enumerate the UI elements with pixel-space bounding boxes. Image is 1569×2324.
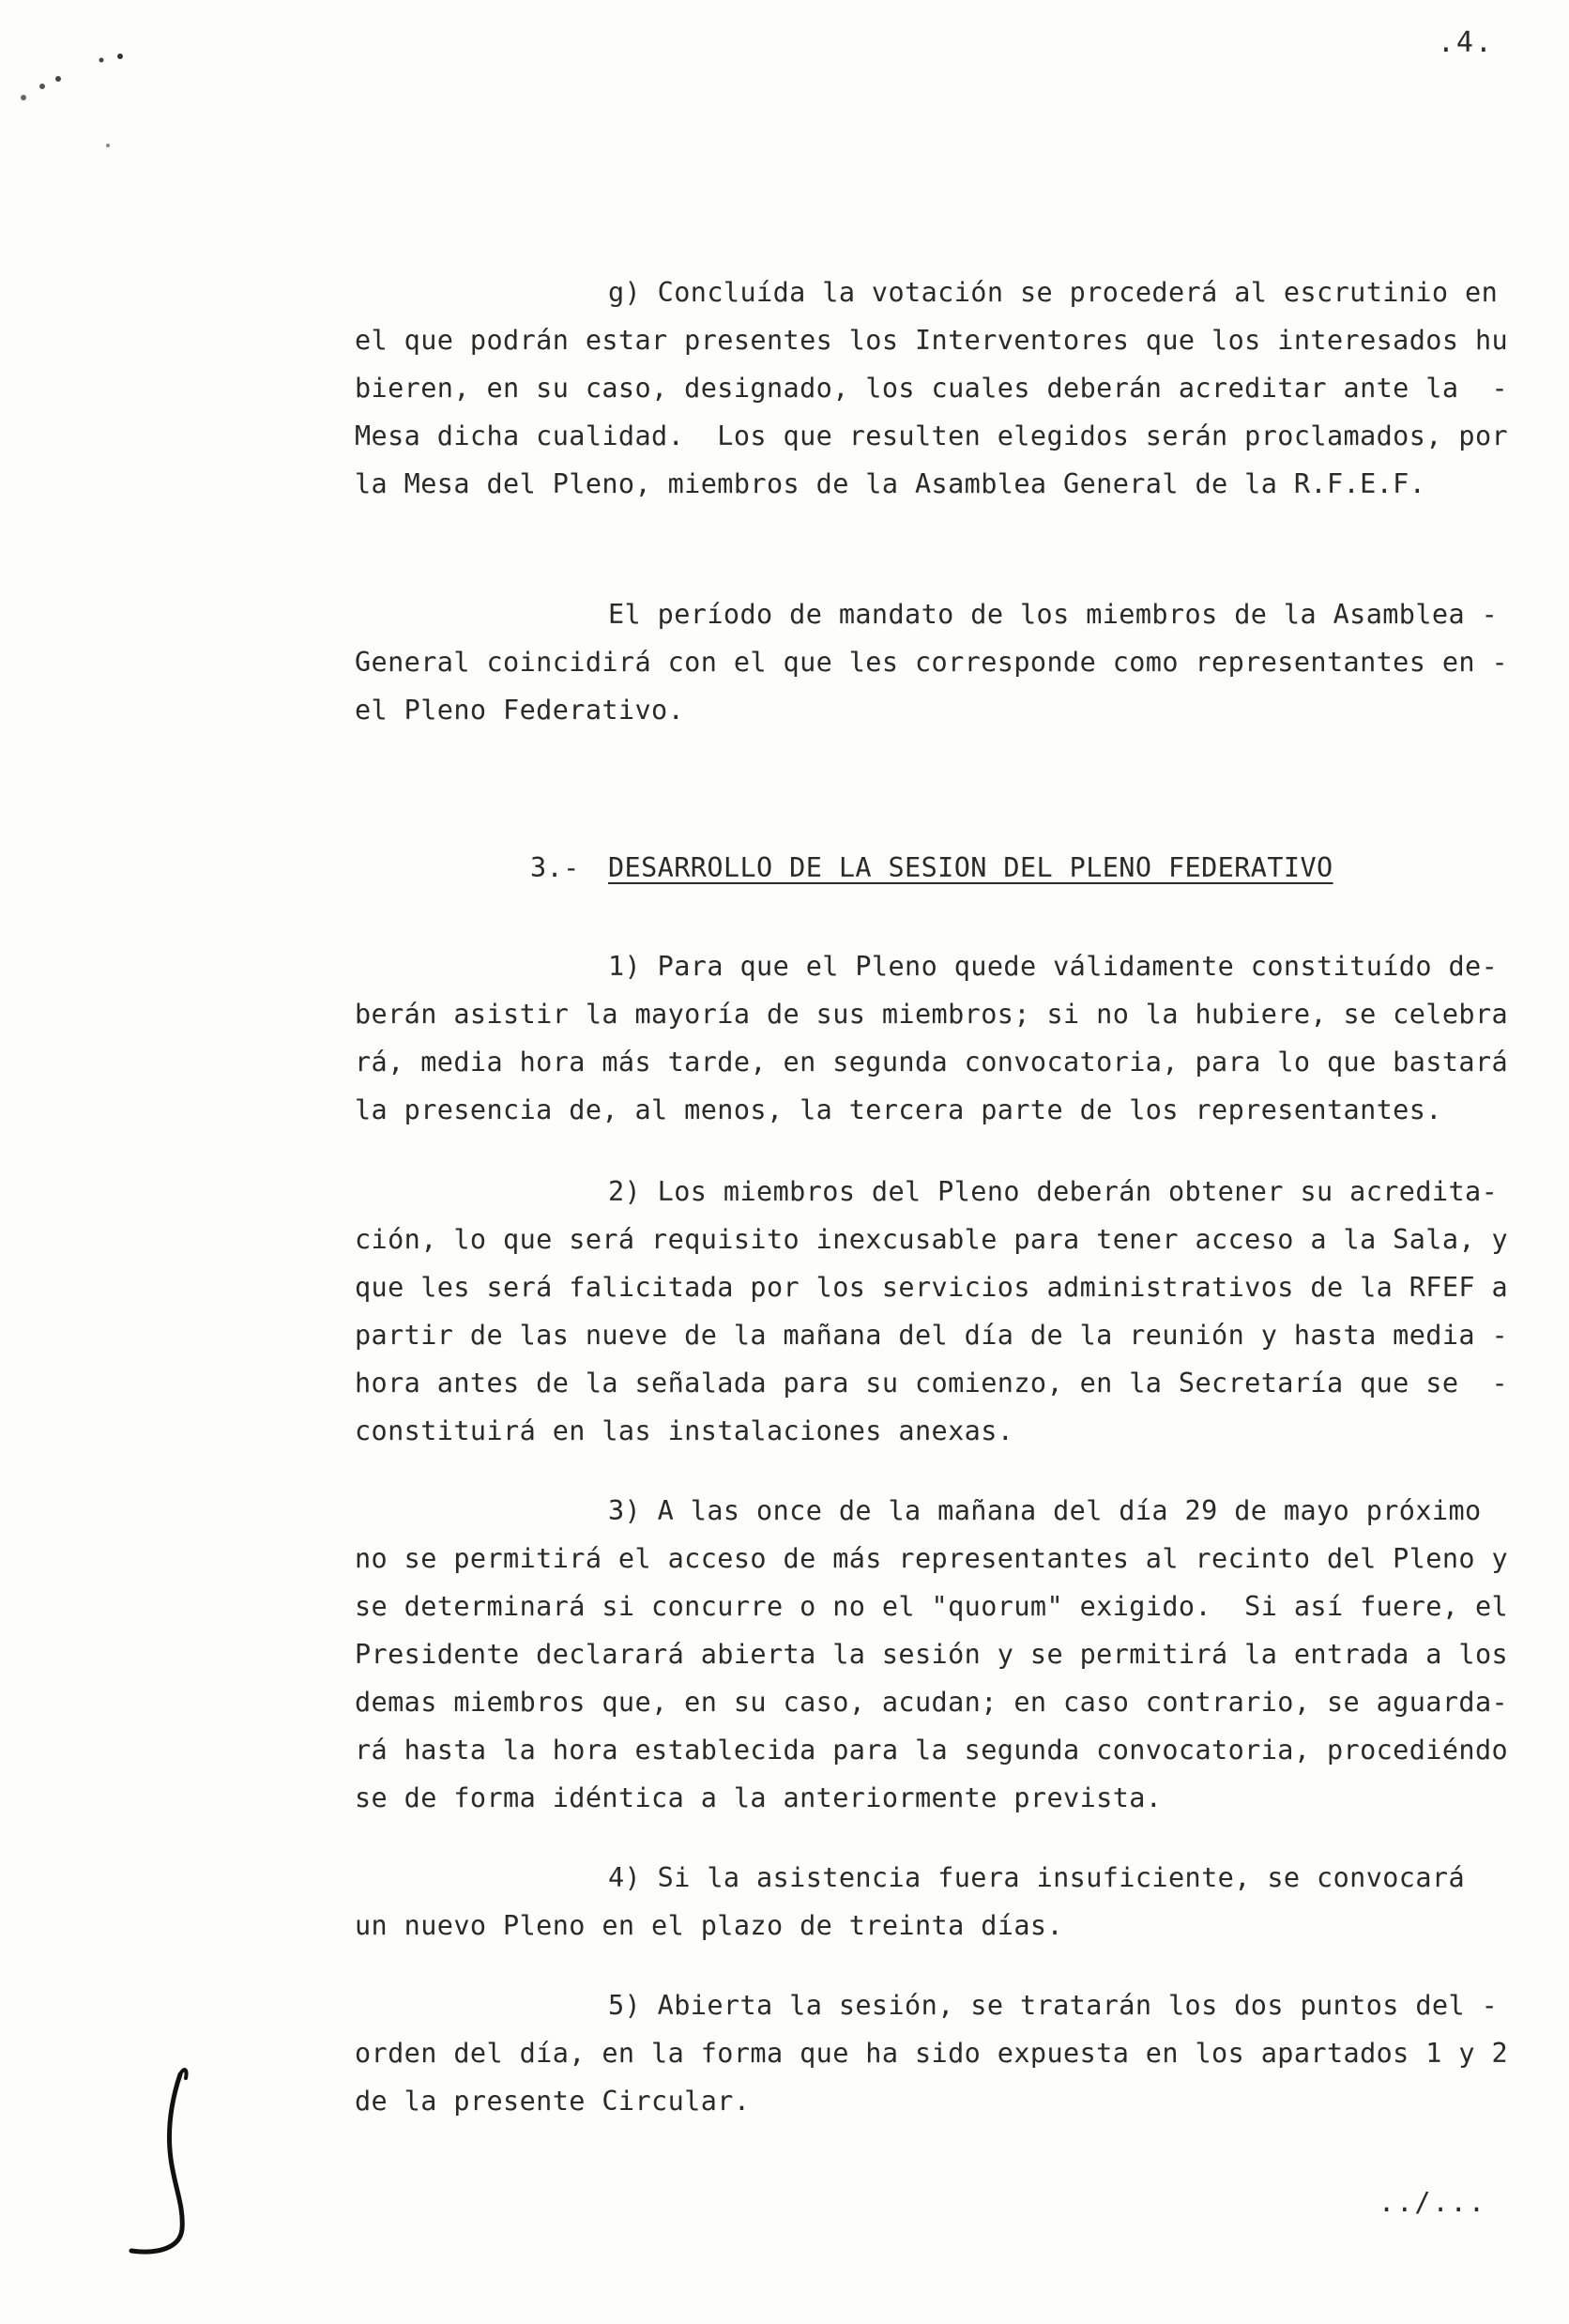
item-line: se determinará si concurre o no el "quorum" exigido. Si así fuere, el — [355, 1591, 1509, 1622]
item-line: orden del día, en la forma que ha sido expuesta en los apartados 1 y 2 — [355, 2038, 1509, 2069]
item-line: 2) Los miembros del Pleno deberán obtener su acredita- — [608, 1176, 1499, 1207]
paragraph-line: el que podrán estar presentes los Interventores que los interesados hu — [355, 325, 1509, 356]
handwritten-mark — [113, 2046, 216, 2271]
paragraph-line: General coincidirá con el que les corresponde como representantes en - — [355, 647, 1509, 678]
item-line: rá hasta la hora establecida para la segunda convocatoria, procediéndo — [355, 1735, 1509, 1766]
item-line: constituirá en las instalaciones anexas. — [355, 1415, 1014, 1446]
page-number: .4. — [1437, 26, 1494, 59]
paragraph-line: g) Concluída la votación se procederá al escrutinio en — [608, 277, 1499, 308]
item-line: 3) A las once de la mañana del día 29 de mayo próximo — [608, 1495, 1482, 1526]
item-line: un nuevo Pleno en el plazo de treinta días. — [355, 1910, 1064, 1941]
paragraph-line: El período de mandato de los miembros de la Asamblea - — [608, 599, 1499, 630]
item-line: no se permitirá el acceso de más representantes al recinto del Pleno y — [355, 1543, 1509, 1574]
item-line: ción, lo que será requisito inexcusable para tener acceso a la Sala, y — [355, 1224, 1509, 1255]
continuation-marker: ../... — [1379, 2187, 1486, 2218]
item-line: que les será falicitada por los servicios administrativos de la RFEF a — [355, 1272, 1509, 1303]
item-line: 5) Abierta la sesión, se tratarán los dos puntos del - — [608, 1990, 1499, 2021]
item-line: hora antes de la señalada para su comienzo, en la Secretaría que se - — [355, 1368, 1509, 1399]
item-line: 4) Si la asistencia fuera insuficiente, se convocará — [608, 1862, 1466, 1893]
paper-specks — [0, 0, 188, 169]
section-title: DESARROLLO DE LA SESION DEL PLENO FEDERATIVO — [608, 852, 1333, 883]
item-line: demas miembros que, en su caso, acudan; en caso contrario, se aguarda- — [355, 1687, 1509, 1718]
item-line: de la presente Circular. — [355, 2086, 751, 2117]
item-line: partir de las nueve de la mañana del día de la reunión y hasta media - — [355, 1320, 1509, 1351]
paragraph-line: la Mesa del Pleno, miembros de la Asamblea General de la R.F.E.F. — [355, 468, 1426, 499]
section-number: 3.- — [530, 852, 580, 883]
paragraph-line: bieren, en su caso, designado, los cuales deberán acreditar ante la - — [355, 373, 1509, 404]
item-line: rá, media hora más tarde, en segunda convocatoria, para lo que bastará — [355, 1047, 1509, 1078]
item-line: 1) Para que el Pleno quede válidamente constituído de- — [608, 951, 1499, 982]
paragraph-line: el Pleno Federativo. — [355, 695, 685, 726]
item-line: la presencia de, al menos, la tercera parte de los representantes. — [355, 1094, 1442, 1125]
item-line: berán asistir la mayoría de sus miembros; si no la hubiere, se celebra — [355, 999, 1509, 1030]
item-line: Presidente declarará abierta la sesión y se permitirá la entrada a los — [355, 1639, 1509, 1670]
item-line: se de forma idéntica a la anteriormente prevista. — [355, 1782, 1163, 1813]
paragraph-line: Mesa dicha cualidad. Los que resulten elegidos serán proclamados, por — [355, 420, 1509, 451]
